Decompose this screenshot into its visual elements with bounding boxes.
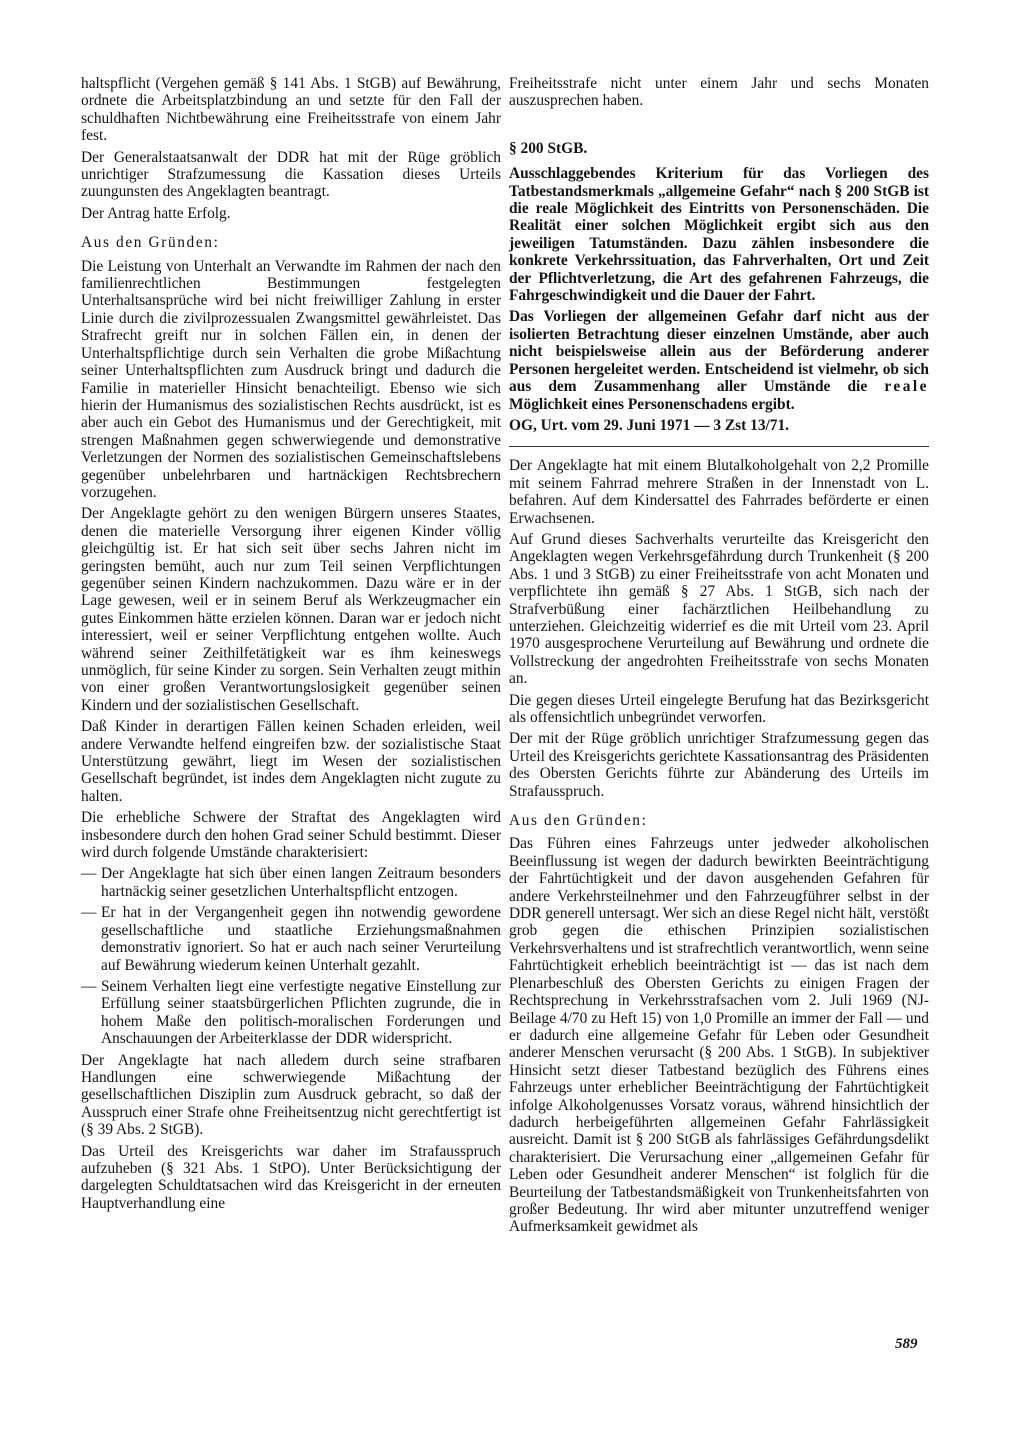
- paragraph: Das Führen eines Fahrzeugs unter jedweder alkoholischen Beeinflussung ist wegen der dadurch bewirkten Beeinträchtigung der Fahrtüchtigkeit und der davon ausgehenden Gefahren für andere Verkehrsteilnehmer und den Fahrzeugführer selbst in der DDR generell untersagt. Wer sich an diese Regel nicht hält, verstößt grob gegen die ethischen Prinzipien sozialistischen Verkehrsverhaltens und ist strafrechtlich verantwortlich, wenn seine Fahrtüchtigkeit erheblich beeinträchtigt ist — das ist nach dem Plenarbeschluß des Obersten Gerichts zu einigen Fragen der Rechtsprechung in Verkehrsstrafsachen vom 2. Juli 1969 (NJ-Beilage 4/70 zu Heft 15) von 1,0 Promille an immer der Fall — und er dadurch eine allgemeine Gefahr für Leben oder Gesundheit anderer Menschen verursacht (§ 200 Abs. 1 StGB). In subjektiver Hinsicht setzt dieser Tatbestand bezüglich des Führens eines Fahrzeugs unter erheblicher Beeinträchtigung der Fahrtüchtigkeit infolge Alkoholgenusses Vorsatz voraus, während hinsichtlich der dadurch herbeigeführten allgemeinen Gefahr Fahrlässigkeit ausreicht. Damit ist § 200 StGB als fahrlässiges Gefährdungsdelikt charakterisiert. Die Verursachung einer „allgemeinen Gefahr für Leben oder Gesundheit anderer Menschen“ ist folglich für die Beurteilung der Tatbestandsmäßigkeit von Trunkenheitsfahrten von großer Bedeutung. Ihr wird aber mitunter unzutreffend weniger Aufmerksamkeit gewidmet als: [509, 835, 929, 1236]
- left-column: [81, 75, 501, 1216]
- headnote-text: Das Vorliegen der allgemeinen Gefahr darf nicht aus der isolierten Betrachtung dieser einzelnen Umstände, aber auch nicht beispielsweise allein aus der Beförderung anderer Personen hergeleitet werden. Entscheidend ist vielmehr, ob sich aus dem Zusammenhang aller Umstände die: [509, 308, 929, 396]
- page-number: 589: [895, 1336, 918, 1352]
- paragraph: Freiheitsstrafe nicht unter einem Jahr und sechs Monaten auszusprechen haben.: [509, 75, 929, 110]
- paragraph: haltspflicht (Vergehen gemäß § 141 Abs. 1 StGB) auf Bewährung, ordnete die Arbeitsplatzbindung an und setzte für den Fall der schuldhaften Nichtbewährung eine Freiheitsstrafe von einem Jahr fest.: [81, 75, 501, 145]
- paragraph: Die gegen dieses Urteil eingelegte Berufung hat das Bezirksgericht als offensichtlich unbegründet verworfen.: [509, 691, 929, 726]
- divider: [509, 446, 929, 447]
- paragraph: Der Angeklagte gehört zu den wenigen Bürgern unseres Staates, denen die materielle Versorgung ihrer eigenen Kinder völlig gleichgültig ist. Er hat sich seit über sechs Jahren nicht im geringsten bemüht, auch nur zum Teil seinen Verpflichtungen gegenüber seinen Kindern nachzukommen. Dazu wäre er in der Lage gewesen, weil er in seinem Beruf als Werkzeugmacher ein gutes Einkommen hätte erzielen können. Daran war er jedoch nicht interessiert, weil er seiner Verpflichtung entgehen wollte. Auch während seiner Zeithilfetätigkeit war es ihm keineswegs unmöglich, für seine Kinder zu sorgen. Sein Verhalten zeugt mithin von einer großen Verantwortungslosigkeit gegenüber seinen Kindern und der sozialistischen Gesellschaft.: [81, 505, 501, 714]
- emphasized-word: reale: [884, 378, 929, 396]
- paragraph: Die erhebliche Schwere der Straftat des Angeklagten wird insbesondere durch den hohen Grad seiner Schuld bestimmt. Dieser wird durch folgende Umstände charakterisiert:: [81, 809, 501, 862]
- paragraph: Der Antrag hatte Erfolg.: [81, 204, 231, 222]
- section-title: § 200 StGB.: [509, 139, 588, 157]
- case-reference: OG, Urt. vom 29. Juni 1971 — 3 Zst 13/71.: [509, 416, 790, 434]
- headnote-text: Möglichkeit eines Personenschadens ergibt.: [509, 395, 795, 413]
- section-heading: Aus den Gründen:: [81, 234, 220, 252]
- list-item: — Er hat in der Vergangenheit gegen ihn notwendig gewordene gesellschaftliche und staatliche Erziehungsmaßnahmen demonstrativ ignoriert. So hat er auch nach seiner Verurteilung auf Bewährung wiederum keinen Unterhalt gezahlt.: [81, 904, 501, 974]
- paragraph: Der mit der Rüge gröblich unrichtiger Strafzumessung gegen das Urteil des Kreisgerichts gerichtete Kassationsantrag des Präsidenten des Obersten Gerichts führte zur Abänderung des Urteils im Strafausspruch.: [509, 730, 929, 800]
- section-heading: Aus den Gründen:: [509, 812, 648, 830]
- paragraph: Auf Grund dieses Sachverhalts verurteilte das Kreisgericht den Angeklagten wegen Verkehrsgefährdung durch Trunkenheit (§ 200 Abs. 1 und 3 StGB) zu einer Freiheitsstrafe von acht Monaten und verpflichtete ihn gemäß § 27 Abs. 1 StGB, sich nach der Strafverbüßung einer fachärztlichen Heilbehandlung zu unterziehen. Gleichzeitig widerrief es die mit Urteil vom 23. April 1970 ausgesprochene Verurteilung auf Bewährung und ordnete die Vollstreckung der angedrohten Freiheitsstrafe von sechs Monaten an.: [509, 530, 929, 688]
- paragraph: Der Angeklagte hat nach alledem durch seine strafbaren Handlungen eine schwerwiegende Mißachtung der gesellschaftlichen Disziplin zum Ausdruck gebracht, so daß der Ausspruch einer Strafe ohne Freiheitsentzug nicht gerechtfertigt ist (§ 39 Abs. 2 StGB).: [81, 1051, 501, 1139]
- list-item: — Der Angeklagte hat sich über einen langen Zeitraum besonders hartnäckig seiner gesetzlichen Unterhaltspflicht entzogen.: [81, 865, 501, 900]
- headnote-paragraph: Ausschlaggebendes Kriterium für das Vorliegen des Tatbestandsmerkmals „allgemeine Gefahr“ nach § 200 StGB ist die reale Möglichkeit des Eintritts von Personenschäden. Die Realität einer solchen Möglichkeit ergibt sich aus den jeweiligen Tatumständen. Dazu zählen insbesondere die konkrete Verkehrssituation, das Fahrverhalten, Ort und Zeit der Pflichtverletzung, die Art des gefahrenen Fahrzeugs, die Fahrgeschwindigkeit und die Dauer der Fahrt.: [509, 165, 929, 305]
- headnote-paragraph: [509, 308, 929, 412]
- paragraph: Der Angeklagte hat mit einem Blutalkoholgehalt von 2,2 Promille mit seinem Fahrrad mehrere Straßen in der Innenstadt von L. befahren. Auf dem Kindersattel des Fahrrades beförderte er einen Erwachsenen.: [509, 457, 929, 527]
- right-column: [509, 75, 929, 1240]
- paragraph: Die Leistung von Unterhalt an Verwandte im Rahmen der nach den familienrechtlichen Bestimmungen festgelegten Unterhaltsansprüche wird bei nicht freiwilliger Zahlung in erster Linie durch die zivilprozessualen Zwangsmittel gewährleistet. Das Strafrecht greift nur in solchen Fällen ein, in denen der Unterhaltspflichtige durch sein Verhalten die grobe Mißachtung seiner Unterhaltspflichten zum Ausdruck bringt und dadurch die Familie in materieller Hinsicht benachteiligt. Ebenso wie sich hierin der Humanismus des sozialistischen Rechts ausdrückt, ist es aber auch ein Gebot des Humanismus und der Gerechtigkeit, mit strengen Maßnahmen gegen schwerwiegende und demonstrative Verletzungen der Normen des sozialistischen Gemeinschaftslebens gegenüber unbelehrbaren und hartnäckigen Rechtsbrechern vorzugehen.: [81, 257, 501, 501]
- paragraph: Daß Kinder in derartigen Fällen keinen Schaden erleiden, weil andere Verwandte helfend eingreifen bzw. der sozialistische Staat Unterstützung gewährt, liegt im Wesen der sozialistischen Gesellschaft begründet, ist indes dem Angeklagten nicht zugute zu halten.: [81, 718, 501, 805]
- circumstances-list: [81, 865, 501, 1047]
- paragraph: Der Generalstaatsanwalt der DDR hat mit der Rüge gröblich unrichtiger Strafzumessung die Kassation dieses Urteils zuungunsten des Angeklagten beantragt.: [81, 148, 501, 201]
- list-item: — Seinem Verhalten liegt eine verfestigte negative Einstellung zur Erfüllung seiner staatsbürgerlichen Pflichten zugrunde, die in hohem Maße den politisch-moralischen Forderungen und Anschauungen der Arbeiterklasse der DDR widerspricht.: [81, 978, 501, 1048]
- paragraph: Das Urteil des Kreisgerichts war daher im Strafausspruch aufzuheben (§ 321 Abs. 1 StPO). Unter Berücksichtigung der dargelegten Schuldtatsachen wird das Kreisgericht in der erneuten Hauptverhandlung eine: [81, 1142, 501, 1212]
